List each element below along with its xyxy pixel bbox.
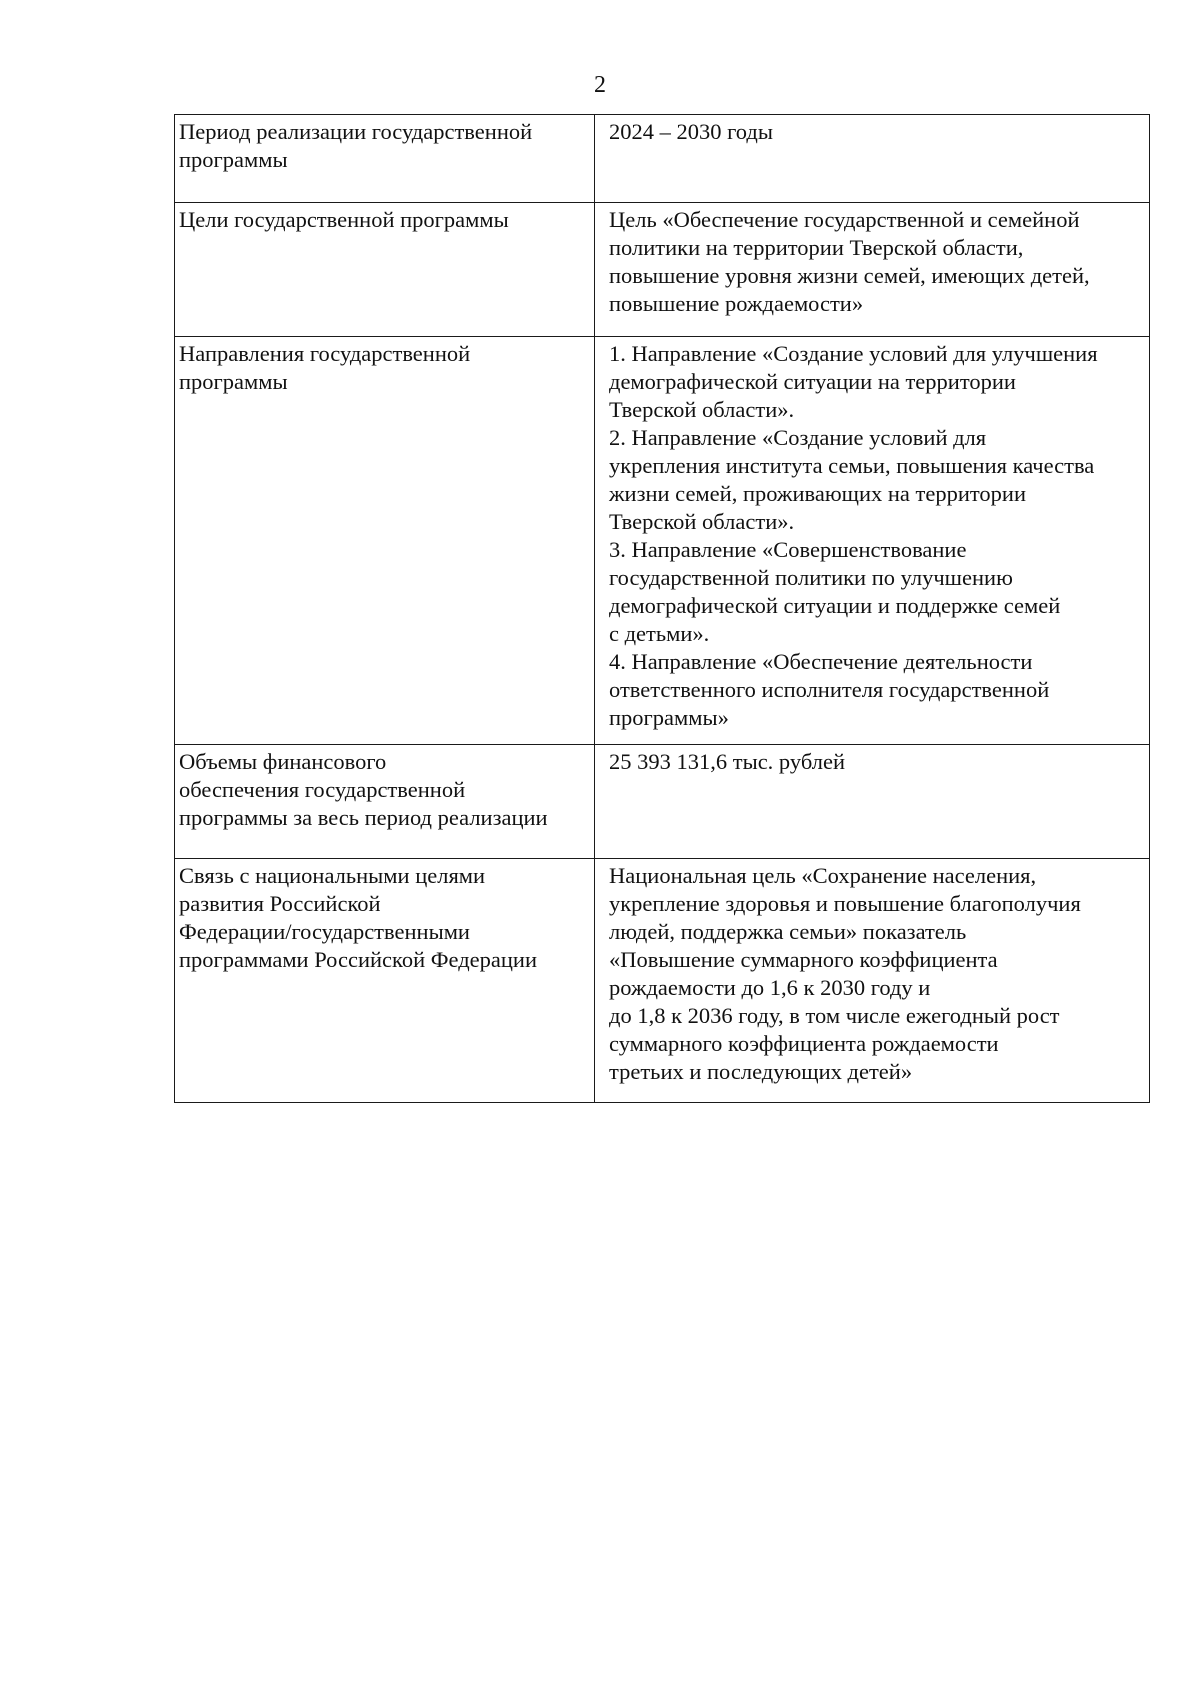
row-label bbox=[175, 203, 595, 337]
value-line: рождаемости до 1,6 к 2030 году и bbox=[609, 975, 931, 1000]
value-line: 3. Направление «Совершенствование bbox=[609, 537, 967, 562]
value-line: государственной политики по улучшению bbox=[609, 565, 1013, 590]
label-line: Федерации/государственными bbox=[179, 919, 470, 944]
table-row-finance bbox=[175, 745, 1150, 859]
value-line: «Повышение суммарного коэффициента bbox=[609, 947, 998, 972]
row-value bbox=[595, 203, 1150, 337]
value-line: программы» bbox=[609, 705, 729, 730]
value-line: демографической ситуации на территории bbox=[609, 369, 1016, 394]
value-line: Национальная цель «Сохранение населения, bbox=[609, 863, 1037, 888]
value-line: Тверской области». bbox=[609, 509, 795, 534]
row-value bbox=[595, 859, 1150, 1103]
row-value bbox=[595, 337, 1150, 745]
label-line: развития Российской bbox=[179, 891, 381, 916]
label-line: программы bbox=[179, 369, 288, 394]
table-row-goals bbox=[175, 203, 1150, 337]
label-line: Направления государственной bbox=[179, 341, 471, 366]
row-value bbox=[595, 745, 1150, 859]
label-line: Период реализации государственной bbox=[179, 119, 533, 144]
label-line: Цели государственной программы bbox=[179, 207, 509, 232]
table-row-national-goals bbox=[175, 859, 1150, 1103]
value-line: 4. Направление «Обеспечение деятельности bbox=[609, 649, 1033, 674]
value-line: Тверской области». bbox=[609, 397, 795, 422]
value-line: повышение уровня жизни семей, имеющих детей, bbox=[609, 263, 1090, 288]
value-line: политики на территории Тверской области, bbox=[609, 235, 1024, 260]
label-line: Связь с национальными целями bbox=[179, 863, 486, 888]
value-line: людей, поддержка семьи» показатель bbox=[609, 919, 967, 944]
value-line: демографической ситуации и поддержке семей bbox=[609, 593, 1061, 618]
value-line: третьих и последующих детей» bbox=[609, 1059, 913, 1084]
row-label bbox=[175, 859, 595, 1103]
table-row-period bbox=[175, 115, 1150, 203]
program-passport-table bbox=[174, 114, 1150, 1103]
value-line: с детьми». bbox=[609, 621, 710, 646]
value-line: суммарного коэффициента рождаемости bbox=[609, 1031, 999, 1056]
value-line: 2. Направление «Создание условий для bbox=[609, 425, 987, 450]
value-line: укрепления института семьи, повышения качества bbox=[609, 453, 1095, 478]
table-row-directions bbox=[175, 337, 1150, 745]
row-label bbox=[175, 337, 595, 745]
label-line: Объемы финансового bbox=[179, 749, 387, 774]
value-line: ответственного исполнителя государственной bbox=[609, 677, 1050, 702]
value-line: укрепление здоровья и повышение благополучия bbox=[609, 891, 1081, 916]
label-line: обеспечения государственной bbox=[179, 777, 466, 802]
label-line: программы bbox=[179, 147, 288, 172]
page-number: 2 bbox=[594, 72, 606, 98]
row-label bbox=[175, 745, 595, 859]
value-line: жизни семей, проживающих на территории bbox=[609, 481, 1027, 506]
value-line: 2024 – 2030 годы bbox=[609, 119, 773, 144]
label-line: программы за весь период реализации bbox=[179, 805, 548, 830]
value-line: 1. Направление «Создание условий для улучшения bbox=[609, 341, 1098, 366]
value-line: Цель «Обеспечение государственной и семейной bbox=[609, 207, 1080, 232]
row-value bbox=[595, 115, 1150, 203]
value-line: повышение рождаемости» bbox=[609, 291, 864, 316]
value-line: 25 393 131,6 тыс. рублей bbox=[609, 749, 845, 774]
label-line: программами Российской Федерации bbox=[179, 947, 537, 972]
row-label bbox=[175, 115, 595, 203]
value-line: до 1,8 к 2036 году, в том числе ежегодный рост bbox=[609, 1003, 1060, 1028]
